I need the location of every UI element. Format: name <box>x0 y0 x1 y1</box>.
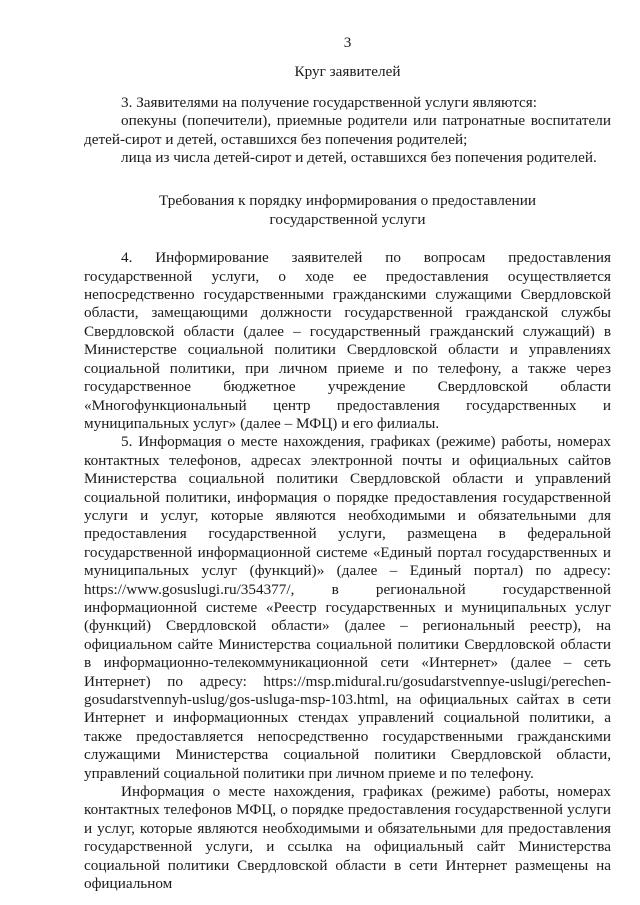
applicant-item-guardians: опекуны (попечители), приемные родители или патронатные воспитатели детей-сирот и детей, оставшихся без попечения родителей; <box>84 112 611 148</box>
section-heading-line-1: Требования к порядку информирования о предоставлении <box>159 192 536 210</box>
section-heading-informing <box>84 192 611 229</box>
page-number: 3 <box>343 34 352 51</box>
paragraph-3-intro: 3. Заявителями на получение государственной услуги являются: <box>121 93 537 111</box>
section-heading-applicants: Круг заявителей <box>294 63 401 81</box>
section-heading-line-2: государственной услуги <box>269 210 426 228</box>
applicant-item-orphans: лица из числа детей-сирот и детей, оставшихся без попечения родителей. <box>121 149 597 167</box>
paragraph-4: 4. Информирование заявителей по вопросам предоставления государственной услуги, о ходе ее предоставления осуществляется непосредственно государственными гражданскими служащими Свердловской области, замещающими должности государственной гражданской службы Свердловской области (далее – государственный гражданский служащий) в Министерстве социальной политики Свердловской области и управлениях социальной политики, при личном приеме и по телефону, а также через государственное бюджетное учреждение Свердловской области «Многофункциональный центр предоставления государственных и муниципальных услуг» (далее – МФЦ) и его филиалы. <box>84 249 611 432</box>
paragraph-6: Информация о месте нахождения, графиках (режиме) работы, номерах контактных телефонов МФЦ, о порядке предоставления государственной услуги и услуг, которые являются необходимыми и обязательными для предоставления государственной услуги, и ссылка на официальный сайт Министерства социальной политики Свердловской области в сети Интернет размещены на официальном <box>84 783 611 893</box>
paragraph-5: 5. Информация о месте нахождения, графиках (режиме) работы, номерах контактных телефонов, адресах электронной почты и официальных сайтов Министерства социальной политики Свердловской области и управлений социальной политики, информация о порядке предоставления государственной услуги и услуг, которые являются необходимыми и обязательными для предоставления государственной услуги, размещена в федеральной государственной информационной системе «Единый портал государственных и муниципальных услуг (функций)» (далее – Единый портал) по адресу: https://www.gosuslugi.ru/354377/, в региональной государственной информационной системе «Реестр государственных и муниципальных услуг (функций) Свердловской области» (далее – региональный реестр), на официальном сайте Министерства социальной политики Свердловской области в информационно-телекоммуникационной сети «Интернет» (далее – сеть Интернет) по адресу: https://msp.midural.ru/gosudarstvennye-uslugi/perechen-gosudarstvennyh-uslug/gos-usluga-msp-103.html, на официальных сайтах в сети Интернет и информационных стендах управлений социальной политики, а также предоставляется непосредственно государственными гражданскими служащими Министерства социальной политики Свердловской области, управлений социальной политики при личном приеме и по телефону. <box>84 433 611 782</box>
